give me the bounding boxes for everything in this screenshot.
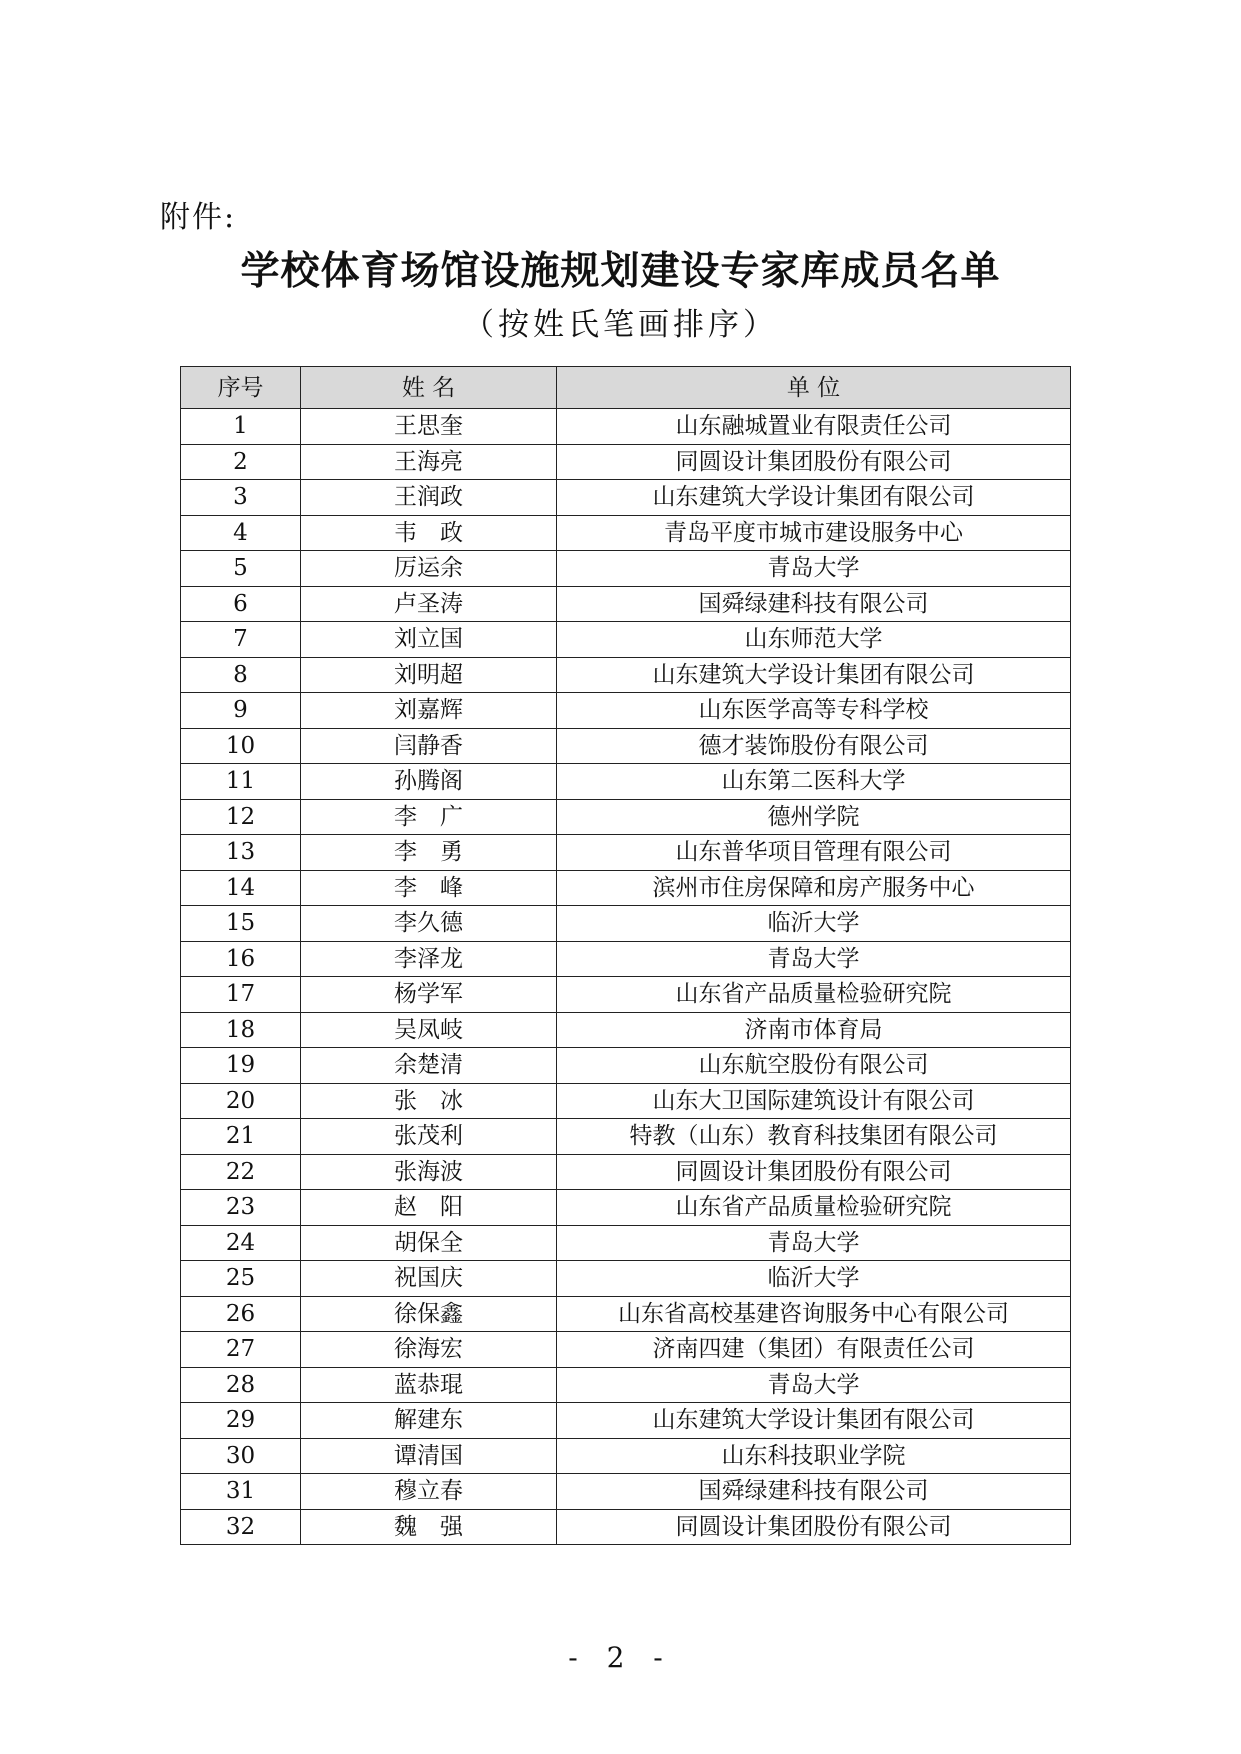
cell-serial-number: 7 <box>181 622 301 658</box>
table-header <box>181 367 1071 409</box>
cell-unit: 山东医学高等专科学校 <box>557 693 1071 729</box>
cell-name: 余楚清 <box>301 1048 557 1084</box>
cell-unit: 德州学院 <box>557 799 1071 835</box>
cell-unit: 国舜绿建科技有限公司 <box>557 1474 1071 1510</box>
header-serial-number: 序号 <box>181 367 301 409</box>
table-row <box>181 586 1071 622</box>
cell-unit: 同圆设计集团股份有限公司 <box>557 1154 1071 1190</box>
table-row <box>181 551 1071 587</box>
cell-serial-number: 22 <box>181 1154 301 1190</box>
cell-serial-number: 25 <box>181 1261 301 1297</box>
table-row <box>181 1190 1071 1226</box>
cell-unit: 青岛平度市城市建设服务中心 <box>557 515 1071 551</box>
cell-unit: 山东航空股份有限公司 <box>557 1048 1071 1084</box>
cell-unit: 同圆设计集团股份有限公司 <box>557 444 1071 480</box>
cell-unit: 山东省高校基建咨询服务中心有限公司 <box>557 1296 1071 1332</box>
cell-serial-number: 16 <box>181 941 301 977</box>
table-row <box>181 1332 1071 1368</box>
cell-serial-number: 9 <box>181 693 301 729</box>
cell-name: 谭清国 <box>301 1438 557 1474</box>
table-row <box>181 941 1071 977</box>
table-row <box>181 444 1071 480</box>
cell-name: 刘立国 <box>301 622 557 658</box>
cell-name: 李 勇 <box>301 835 557 871</box>
table-row <box>181 622 1071 658</box>
table-row <box>181 977 1071 1013</box>
cell-unit: 青岛大学 <box>557 941 1071 977</box>
cell-name: 刘明超 <box>301 657 557 693</box>
cell-serial-number: 1 <box>181 409 301 445</box>
cell-serial-number: 4 <box>181 515 301 551</box>
table-row <box>181 657 1071 693</box>
table-row <box>181 1225 1071 1261</box>
table-row <box>181 906 1071 942</box>
cell-name: 蓝恭琨 <box>301 1367 557 1403</box>
table-row <box>181 1403 1071 1439</box>
cell-serial-number: 18 <box>181 1012 301 1048</box>
table-body <box>181 409 1071 1545</box>
header-row <box>181 367 1071 409</box>
table-row <box>181 515 1071 551</box>
cell-serial-number: 31 <box>181 1474 301 1510</box>
table-row <box>181 764 1071 800</box>
cell-serial-number: 32 <box>181 1509 301 1545</box>
header-unit: 单 位 <box>557 367 1071 409</box>
cell-name: 胡保全 <box>301 1225 557 1261</box>
table-row <box>181 409 1071 445</box>
table-row <box>181 728 1071 764</box>
cell-name: 李久德 <box>301 906 557 942</box>
cell-unit: 山东大卫国际建筑设计有限公司 <box>557 1083 1071 1119</box>
cell-unit: 青岛大学 <box>557 1367 1071 1403</box>
cell-unit: 青岛大学 <box>557 1225 1071 1261</box>
table-row <box>181 799 1071 835</box>
page-number: - 2 - <box>568 1641 673 1674</box>
cell-serial-number: 29 <box>181 1403 301 1439</box>
table-row <box>181 1083 1071 1119</box>
table-row <box>181 1048 1071 1084</box>
cell-serial-number: 20 <box>181 1083 301 1119</box>
table-row <box>181 1119 1071 1155</box>
cell-serial-number: 19 <box>181 1048 301 1084</box>
cell-serial-number: 23 <box>181 1190 301 1226</box>
cell-name: 祝国庆 <box>301 1261 557 1297</box>
table-row <box>181 1012 1071 1048</box>
attachment-label: 附件: <box>160 200 237 235</box>
document-subtitle: （按姓氏笔画排序） <box>463 307 778 343</box>
table-row <box>181 1261 1071 1297</box>
cell-unit: 青岛大学 <box>557 551 1071 587</box>
cell-serial-number: 28 <box>181 1367 301 1403</box>
cell-name: 李泽龙 <box>301 941 557 977</box>
cell-serial-number: 24 <box>181 1225 301 1261</box>
cell-unit: 济南市体育局 <box>557 1012 1071 1048</box>
cell-unit: 山东普华项目管理有限公司 <box>557 835 1071 871</box>
cell-name: 张 冰 <box>301 1083 557 1119</box>
cell-serial-number: 3 <box>181 480 301 516</box>
cell-serial-number: 10 <box>181 728 301 764</box>
table-row <box>181 1367 1071 1403</box>
cell-serial-number: 15 <box>181 906 301 942</box>
cell-serial-number: 30 <box>181 1438 301 1474</box>
cell-name: 李 广 <box>301 799 557 835</box>
cell-name: 王海亮 <box>301 444 557 480</box>
cell-unit: 滨州市住房保障和房产服务中心 <box>557 870 1071 906</box>
cell-name: 张海波 <box>301 1154 557 1190</box>
cell-serial-number: 2 <box>181 444 301 480</box>
cell-unit: 山东建筑大学设计集团有限公司 <box>557 1403 1071 1439</box>
cell-name: 吴凤岐 <box>301 1012 557 1048</box>
cell-name: 解建东 <box>301 1403 557 1439</box>
table-row <box>181 1509 1071 1545</box>
table-row <box>181 480 1071 516</box>
cell-name: 徐保鑫 <box>301 1296 557 1332</box>
cell-unit: 山东省产品质量检验研究院 <box>557 977 1071 1013</box>
header-name: 姓 名 <box>301 367 557 409</box>
expert-roster-table <box>180 366 1071 1545</box>
cell-name: 厉运余 <box>301 551 557 587</box>
table-row <box>181 1474 1071 1510</box>
cell-name: 王润政 <box>301 480 557 516</box>
cell-unit: 国舜绿建科技有限公司 <box>557 586 1071 622</box>
cell-serial-number: 27 <box>181 1332 301 1368</box>
cell-name: 闫静香 <box>301 728 557 764</box>
cell-unit: 山东建筑大学设计集团有限公司 <box>557 657 1071 693</box>
cell-unit: 山东融城置业有限责任公司 <box>557 409 1071 445</box>
cell-serial-number: 8 <box>181 657 301 693</box>
cell-unit: 临沂大学 <box>557 1261 1071 1297</box>
cell-unit: 临沂大学 <box>557 906 1071 942</box>
cell-unit: 同圆设计集团股份有限公司 <box>557 1509 1071 1545</box>
cell-unit: 特教（山东）教育科技集团有限公司 <box>557 1119 1071 1155</box>
cell-name: 王思奎 <box>301 409 557 445</box>
cell-unit: 山东省产品质量检验研究院 <box>557 1190 1071 1226</box>
cell-unit: 山东建筑大学设计集团有限公司 <box>557 480 1071 516</box>
cell-name: 赵 阳 <box>301 1190 557 1226</box>
cell-serial-number: 14 <box>181 870 301 906</box>
document-title: 学校体育场馆设施规划建设专家库成员名单 <box>240 249 1001 294</box>
cell-serial-number: 26 <box>181 1296 301 1332</box>
cell-name: 张茂利 <box>301 1119 557 1155</box>
cell-name: 刘嘉辉 <box>301 693 557 729</box>
cell-unit: 德才装饰股份有限公司 <box>557 728 1071 764</box>
cell-serial-number: 11 <box>181 764 301 800</box>
cell-unit: 山东师范大学 <box>557 622 1071 658</box>
cell-name: 杨学军 <box>301 977 557 1013</box>
cell-name: 穆立春 <box>301 1474 557 1510</box>
cell-serial-number: 6 <box>181 586 301 622</box>
table-row <box>181 1438 1071 1474</box>
table-row <box>181 693 1071 729</box>
cell-serial-number: 12 <box>181 799 301 835</box>
table-row <box>181 835 1071 871</box>
cell-serial-number: 21 <box>181 1119 301 1155</box>
cell-name: 李 峰 <box>301 870 557 906</box>
table-row <box>181 870 1071 906</box>
cell-serial-number: 13 <box>181 835 301 871</box>
cell-name: 卢圣涛 <box>301 586 557 622</box>
cell-unit: 山东科技职业学院 <box>557 1438 1071 1474</box>
table-row <box>181 1296 1071 1332</box>
cell-name: 魏 强 <box>301 1509 557 1545</box>
cell-name: 韦 政 <box>301 515 557 551</box>
cell-name: 徐海宏 <box>301 1332 557 1368</box>
cell-serial-number: 17 <box>181 977 301 1013</box>
cell-name: 孙腾阁 <box>301 764 557 800</box>
table-row <box>181 1154 1071 1190</box>
cell-unit: 济南四建（集团）有限责任公司 <box>557 1332 1071 1368</box>
cell-unit: 山东第二医科大学 <box>557 764 1071 800</box>
cell-serial-number: 5 <box>181 551 301 587</box>
